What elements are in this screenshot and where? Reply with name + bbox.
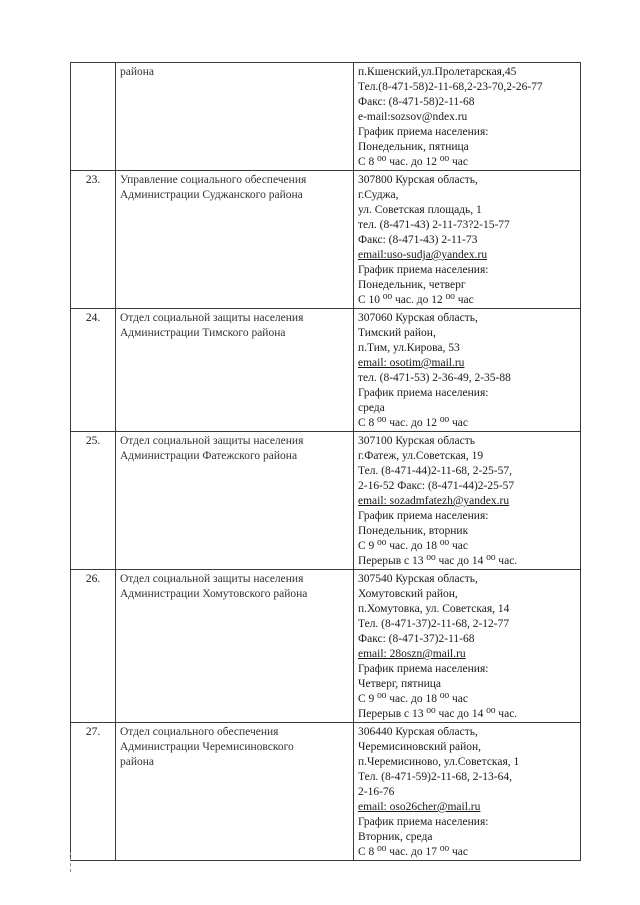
- registry-table: [70, 62, 581, 861]
- contact-line: График приема населения:: [358, 387, 489, 399]
- contact-line: г.Фатеж, ул.Советская, 19: [358, 450, 484, 462]
- contact-line: Факс: (8-471-43) 2-11-73: [358, 234, 478, 246]
- contact-line: Перерыв с 13 ⁰⁰ час до 14 ⁰⁰ час.: [358, 555, 518, 567]
- row-number: 23.: [71, 171, 116, 309]
- contact-line: Понедельник, вторник: [358, 525, 469, 537]
- contact-line: Тел. (8-471-44)2-11-68, 2-25-57,: [358, 465, 513, 477]
- contact-line: Четверг, пятница: [358, 678, 442, 690]
- contact-line: График приема населения:: [358, 510, 489, 522]
- contact-line: Черемисиновский район,: [358, 741, 482, 753]
- table-row: [71, 309, 581, 432]
- contact-line: С 9 ⁰⁰ час. до 18 ⁰⁰ час: [358, 540, 468, 552]
- contact-line: 306440 Курская область,: [358, 726, 478, 738]
- contact-line: 307800 Курская область,: [358, 174, 478, 186]
- agency-name: [116, 723, 354, 861]
- contact-line: ул. Советская площадь, 1: [358, 204, 482, 216]
- agency-name-line: района: [120, 66, 155, 78]
- contact-line: Вторник, среда: [358, 831, 433, 843]
- agency-name-line: Администрации Черемисиновского: [120, 741, 294, 753]
- email-link[interactable]: email: sozadmfatezh@yandex.ru: [358, 495, 510, 507]
- contact-line: 2-16-52 Факс: (8-471-44)2-25-57: [358, 480, 515, 492]
- agency-name-line: Отдел социальной защиты населения: [120, 435, 304, 447]
- table-row: [71, 570, 581, 723]
- contact-line: 307100 Курская область: [358, 435, 475, 447]
- contact-line: тел. (8-471-43) 2-11-73?2-15-77: [358, 219, 510, 231]
- agency-name-line: Администрации Фатежского района: [120, 450, 298, 462]
- contact-line: Понедельник, четверг: [358, 279, 466, 291]
- contact-info: [354, 171, 581, 309]
- agency-name-line: Администрации Суджанского района: [120, 189, 303, 201]
- email-link[interactable]: email: oso26cher@mail.ru: [358, 801, 481, 813]
- agency-name: [116, 63, 354, 171]
- email-link[interactable]: email:uso-sudja@yandex.ru: [358, 249, 488, 261]
- agency-name-line: Администрации Тимского района: [120, 327, 286, 339]
- table-row: [71, 171, 581, 309]
- contact-line: С 8 ⁰⁰ час. до 12 ⁰⁰ час: [358, 417, 468, 429]
- scan-artifact: [70, 852, 74, 872]
- contact-line: п.Хомутовка, ул. Советская, 14: [358, 603, 510, 615]
- contact-line: С 9 ⁰⁰ час. до 18 ⁰⁰ час: [358, 693, 468, 705]
- contact-line: Факс: (8-471-37)2-11-68: [358, 633, 475, 645]
- contact-line: среда: [358, 402, 385, 414]
- contact-line: г.Суджа,: [358, 189, 399, 201]
- contact-info: [354, 570, 581, 723]
- contact-line: График приема населения:: [358, 816, 489, 828]
- contact-line: e-mail:sozsov@ndex.ru: [358, 111, 468, 123]
- contact-line: Хомутовский район,: [358, 588, 458, 600]
- contact-line: п.Тим, ул.Кирова, 53: [358, 342, 460, 354]
- contact-line: С 8 ⁰⁰ час. до 17 ⁰⁰ час: [358, 846, 468, 858]
- contact-info: [354, 309, 581, 432]
- row-number: 24.: [71, 309, 116, 432]
- contact-line: С 8 ⁰⁰ час. до 12 ⁰⁰ час: [358, 156, 468, 168]
- contact-line: Понедельник, пятница: [358, 141, 469, 153]
- agency-name: [116, 309, 354, 432]
- contact-line: Тел. (8-471-37)2-11-68, 2-12-77: [358, 618, 510, 630]
- email-link[interactable]: email: 28oszn@mail.ru: [358, 648, 466, 660]
- contact-line: Тел. (8-471-59)2-11-68, 2-13-64,: [358, 771, 513, 783]
- contact-line: График приема населения:: [358, 663, 489, 675]
- agency-name-line: Администрации Хомутовского района: [120, 588, 308, 600]
- agency-name-line: Управление социального обеспечения: [120, 174, 307, 186]
- contact-line: График приема населения:: [358, 264, 489, 276]
- contact-line: Факс: (8-471-58)2-11-68: [358, 96, 475, 108]
- row-number: 27.: [71, 723, 116, 861]
- agency-name-line: Отдел социальной защиты населения: [120, 573, 304, 585]
- row-number: 26.: [71, 570, 116, 723]
- contact-line: С 10 ⁰⁰ час. до 12 ⁰⁰ час: [358, 294, 474, 306]
- contact-line: п.Черемисиново, ул.Советская, 1: [358, 756, 520, 768]
- contact-line: График приема населения:: [358, 126, 489, 138]
- contact-info: [354, 432, 581, 570]
- table-row: [71, 63, 581, 171]
- agency-name-line: района: [120, 756, 155, 768]
- agency-name: [116, 432, 354, 570]
- contact-line: тел. (8-471-53) 2-36-49, 2-35-88: [358, 372, 511, 384]
- contact-line: 307060 Курская область,: [358, 312, 478, 324]
- contact-line: 307540 Курская область,: [358, 573, 478, 585]
- contact-line: п.Кшенский,ул.Пролетарская,45: [358, 66, 517, 78]
- contact-info: [354, 723, 581, 861]
- row-number: [71, 63, 116, 171]
- table-row: [71, 432, 581, 570]
- contact-line: 2-16-76: [358, 786, 395, 798]
- email-link[interactable]: email: osotim@mail.ru: [358, 357, 465, 369]
- table-row: [71, 723, 581, 861]
- agency-name: [116, 171, 354, 309]
- agency-name-line: Отдел социального обеспечения: [120, 726, 279, 738]
- contact-info: [354, 63, 581, 171]
- row-number: 25.: [71, 432, 116, 570]
- agency-name-line: Отдел социальной защиты населения: [120, 312, 304, 324]
- contact-line: Перерыв с 13 ⁰⁰ час до 14 ⁰⁰ час.: [358, 708, 518, 720]
- contact-line: Тимский район,: [358, 327, 436, 339]
- agency-name: [116, 570, 354, 723]
- registry-body: [71, 63, 581, 861]
- contact-line: Тел.(8-471-58)2-11-68,2-23-70,2-26-77: [358, 81, 543, 93]
